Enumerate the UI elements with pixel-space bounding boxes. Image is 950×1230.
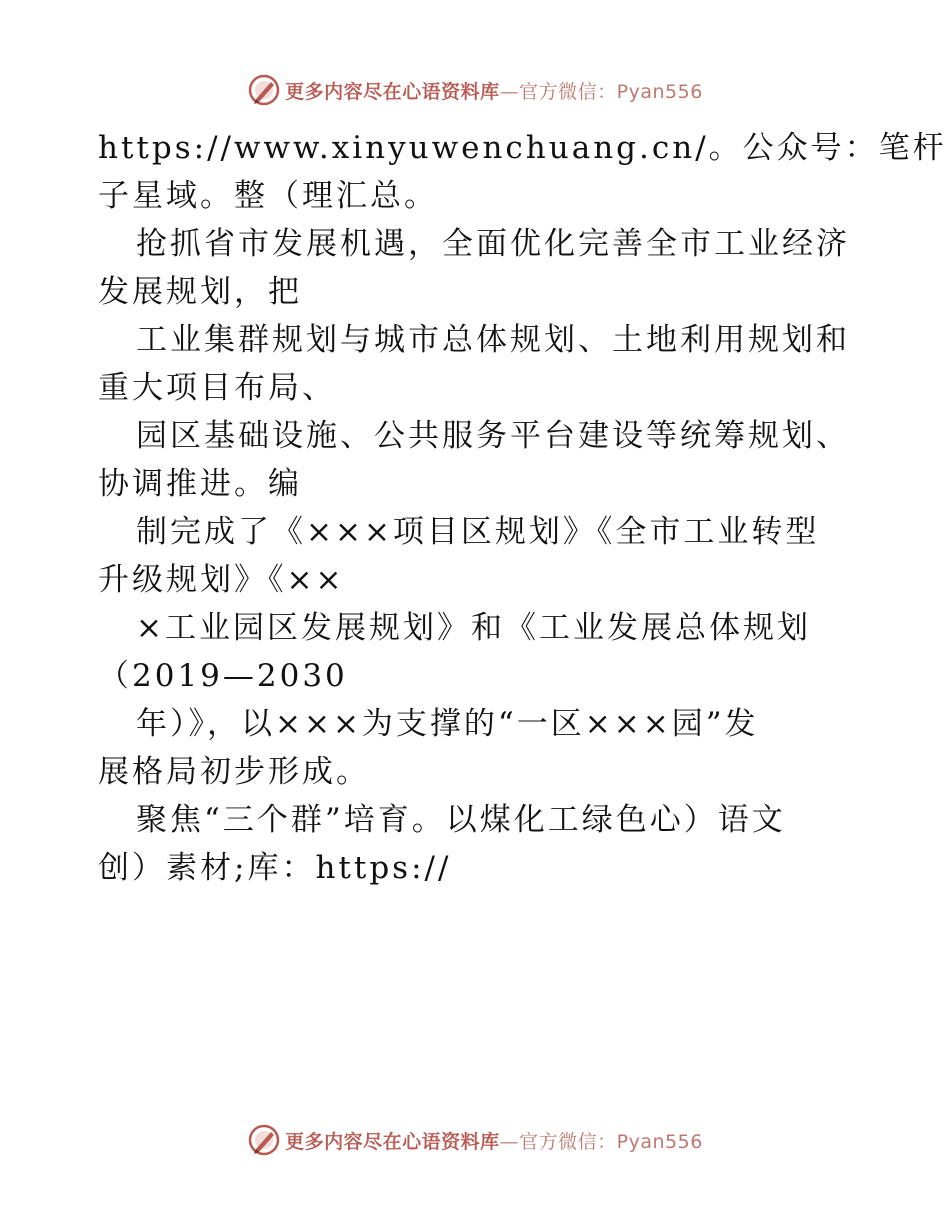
header-banner-dash: — [499,80,520,103]
body-line: 工业集群规划与城市总体规划、土地利用规划和 [136,322,850,358]
pen-logo-icon [247,1123,281,1157]
header-banner [0,70,950,110]
body-line: 创）素材;库：https:// [98,850,452,886]
body-line: 子星域。整（理汇总。 [98,178,438,214]
header-banner-main-text: 更多内容尽在心语资料库 [285,80,500,103]
footer-banner-main-text: 更多内容尽在心语资料库 [285,1130,500,1153]
body-line: 发展规划，把 [98,274,302,310]
body-line: 聚焦“三个群”培育。以煤化工绿色心）语文 [136,802,786,838]
footer-banner [0,1120,950,1160]
body-line: 制完成了《×××项目区规划》《全市工业转型 [136,514,820,550]
header-banner-wechat: 官方微信：Pyan556 [519,80,703,103]
body-line: （2019—2030 [98,658,348,694]
body-line: 升级规划》《×× [98,562,345,598]
body-line: 年）》，以×××为支撑的“一区×××园”发 [136,706,759,742]
body-line: https://www.xinyuwenchuang.cn/。公众号：笔杆 [98,130,947,166]
body-line: 重大项目布局、 [98,370,336,406]
body-line: 展格局初步形成。 [98,754,370,790]
document-body [98,124,947,892]
body-line: 抢抓省市发展机遇，全面优化完善全市工业经济 [136,226,850,262]
body-line: 园区基础设施、公共服务平台建设等统筹规划、 [136,418,850,454]
footer-banner-dash: — [499,1130,520,1153]
body-line: ×工业园区发展规划》和《工业发展总体规划 [136,610,811,646]
body-line: 协调推进。编 [98,466,302,502]
footer-banner-wechat: 官方微信：Pyan556 [519,1130,703,1153]
pen-logo-icon [247,73,281,107]
